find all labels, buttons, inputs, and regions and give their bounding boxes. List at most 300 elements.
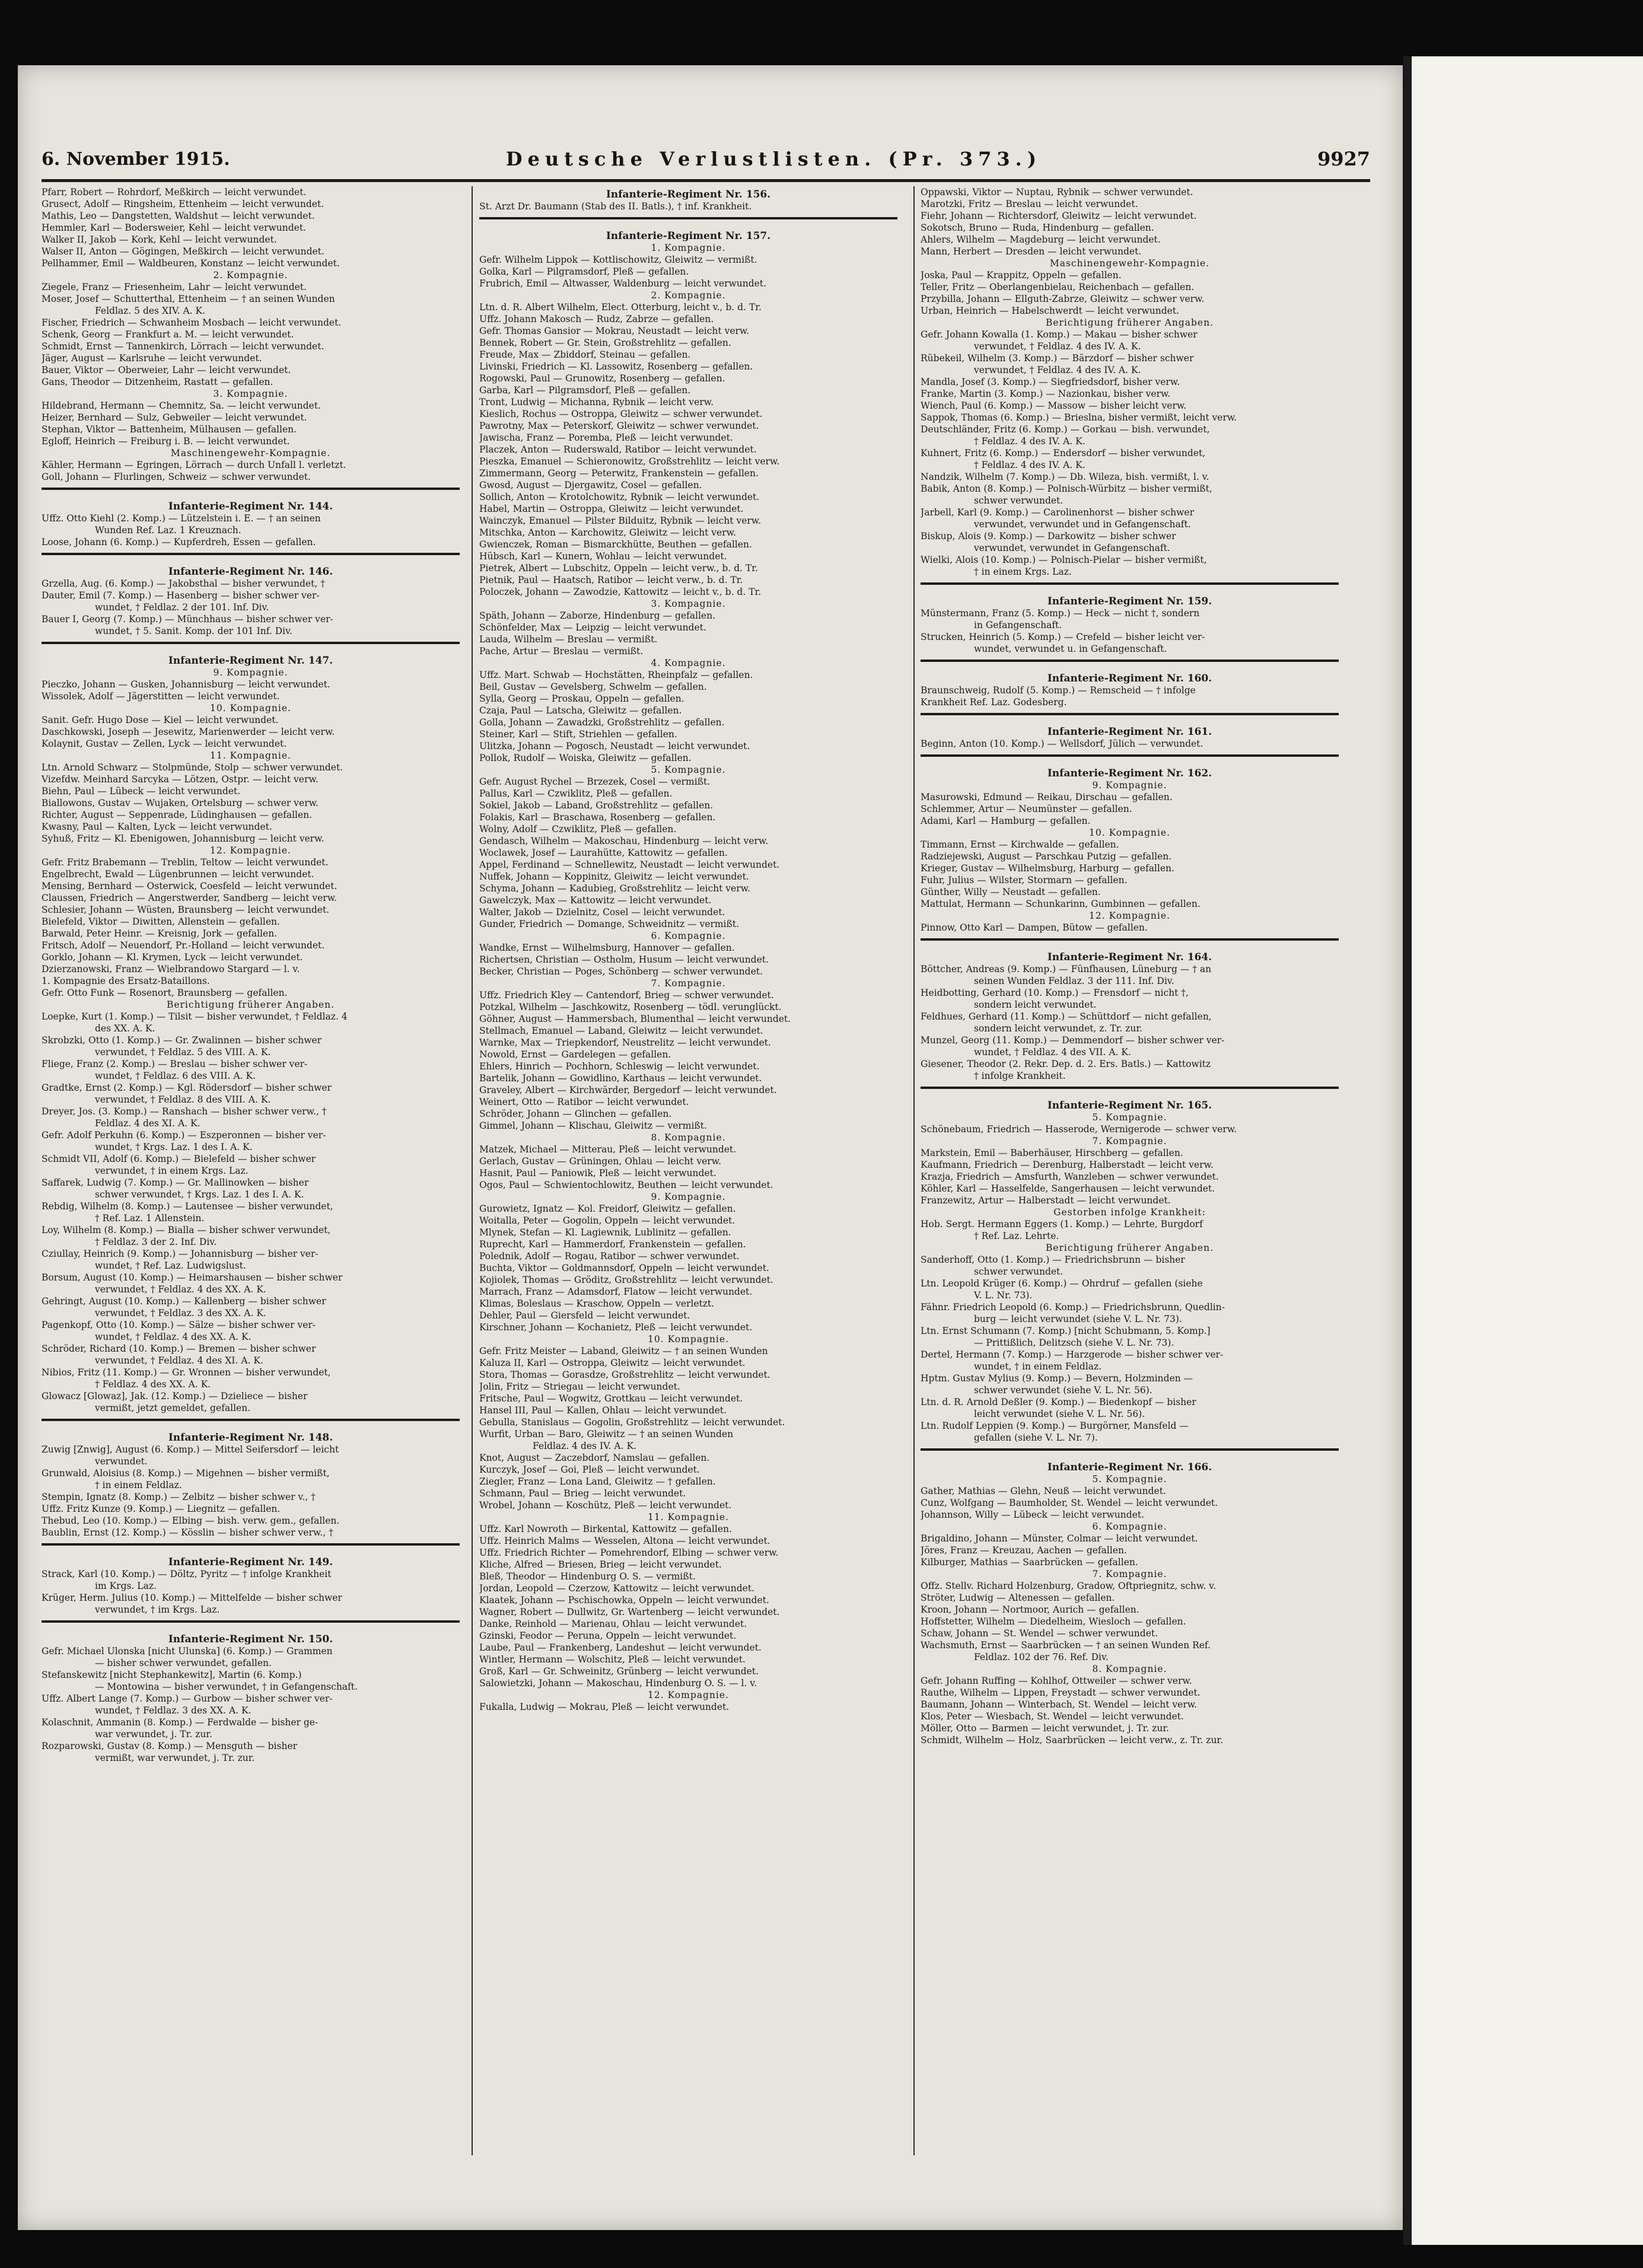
casualty-entry: Matzek, Michael — Mitterau, Pleß — leicht verwundet. xyxy=(479,1144,737,1155)
section-rule xyxy=(921,582,1339,593)
casualty-entry: Klimas, Boleslaus — Kraschow, Oppeln — verletzt. xyxy=(479,1298,715,1309)
company-heading: 7. Kompagnie. xyxy=(651,978,726,989)
company-heading: 4. Kompagnie. xyxy=(651,658,726,668)
entry-continuation: — Montowina — bisher verwundet, † in Gefangenschaft. xyxy=(95,1681,358,1692)
casualty-entry: Kolaynit, Gustav — Zellen, Lyck — leicht verwundet. xyxy=(42,738,287,749)
casualty-entry: Teller, Fritz — Oberlangenbielau, Reichenbach — gefallen. xyxy=(921,282,1195,292)
casualty-entry: Sokiel, Jakob — Laband, Großstrehlitz — gefallen. xyxy=(479,800,714,811)
casualty-entry: Biallowons, Gustav — Wujaken, Ortelsburg — schwer verw. xyxy=(42,798,319,808)
company-heading: 11. Kompagnie. xyxy=(210,750,291,761)
casualty-entry: Klos, Peter — Wiesbach, St. Wendel — leicht verwundet. xyxy=(921,1711,1184,1722)
casualty-entry: Gefr. Otto Funk — Rosenort, Braunsberg — gefallen. xyxy=(42,988,288,998)
casualty-entry: Schröder, Richard (10. Komp.) — Bremen — bisher schwer xyxy=(42,1343,316,1354)
casualty-entry: Fuhr, Julius — Wilster, Stormarn — gefallen. xyxy=(921,875,1128,885)
company-heading: Maschinengewehr-Kompagnie. xyxy=(1049,258,1210,269)
casualty-entry: Livinski, Friedrich — Kl. Lassowitz, Rosenberg — gefallen. xyxy=(479,361,753,372)
casualty-entry: Placzek, Anton — Ruderswald, Ratibor — leicht verwundet. xyxy=(479,444,757,455)
company-heading: Berichtigung früherer Angaben. xyxy=(1045,1243,1214,1253)
entry-continuation: vermißt, jetzt gemeldet, gefallen. xyxy=(95,1403,251,1413)
casualty-entry: Gwienczek, Roman — Bismarckhütte, Beuthen — gefallen. xyxy=(479,539,752,550)
casualty-entry: Salowietzki, Johann — Makoschau, Hindenburg O. S. — l. v. xyxy=(479,1678,757,1689)
casualty-entry: Jäger, August — Karlsruhe — leicht verwundet. xyxy=(42,353,262,364)
entry-continuation: — bisher schwer verwundet, gefallen. xyxy=(95,1658,272,1668)
entry-continuation: leicht verwundet (siehe V. L. Nr. 56). xyxy=(974,1409,1145,1419)
casualty-entry: Markstein, Emil — Baberhäuser, Hirschberg — gefallen. xyxy=(921,1148,1183,1158)
casualty-entry: Lauda, Wilhelm — Breslau — vermißt. xyxy=(479,634,658,645)
casualty-entry: Hoffstetter, Wilhelm — Diedelheim, Wiesloch — gefallen. xyxy=(921,1616,1186,1627)
entry-continuation: Feldlaz. 5 des XIV. A. K. xyxy=(95,305,205,316)
casualty-entry: Hasnit, Paul — Paniowik, Pleß — leicht verwundet. xyxy=(479,1168,717,1178)
company-heading: 8. Kompagnie. xyxy=(1092,1664,1167,1674)
casualty-entry: Ulitzka, Johann — Pogosch, Neustadt — leicht verwundet. xyxy=(479,741,750,751)
casualty-entry: Pinnow, Otto Karl — Dampen, Bütow — gefallen. xyxy=(921,922,1148,933)
casualty-entry: Wandke, Ernst — Wilhelmsburg, Hannover — gefallen. xyxy=(479,942,735,953)
company-heading: 10. Kompagnie. xyxy=(210,703,291,713)
casualty-entry: Sollich, Anton — Krotolchowitz, Rybnik — leicht verwundet. xyxy=(479,492,760,502)
casualty-entry: Nuffek, Johann — Koppinitz, Gleiwitz — leicht verwundet. xyxy=(479,871,749,882)
regiment-heading: Infanterie-Regiment Nr. 157. xyxy=(606,230,771,242)
casualty-entry: Golla, Johann — Zawadzki, Großstrehlitz — gefallen. xyxy=(479,717,725,728)
entry-continuation: † Ref. Laz. 1 Allenstein. xyxy=(95,1213,205,1224)
entry-continuation: wundet, † Feldlaz. 2 der 101. Inf. Div. xyxy=(95,602,269,613)
casualty-entry: Pollok, Rudolf — Woiska, Gleiwitz — gefallen. xyxy=(479,753,692,763)
casualty-entry: Schmann, Paul — Brieg — leicht verwundet. xyxy=(479,1488,686,1499)
casualty-entry: Vizefdw. Meinhard Sarcyka — Lötzen, Ostpr. — leicht verw. xyxy=(42,774,319,785)
section-rule xyxy=(42,1543,460,1554)
casualty-entry: Jöres, Franz — Kreuzau, Aachen — gefallen. xyxy=(921,1545,1127,1556)
company-heading: 12. Kompagnie. xyxy=(210,845,291,856)
casualty-entry: Pagenkopf, Otto (10. Komp.) — Sälze — bisher schwer ver- xyxy=(42,1320,316,1330)
entry-continuation: † in einem Krgs. Laz. xyxy=(974,566,1072,577)
company-heading: 9. Kompagnie. xyxy=(1092,780,1167,791)
casualty-entry: Gurowietz, Ignatz — Kol. Freidorf, Gleiwitz — gefallen. xyxy=(479,1203,736,1214)
casualty-entry: Schyma, Johann — Kadubieg, Großstrehlitz — leicht verw. xyxy=(479,883,750,894)
casualty-entry: Potzkal, Wilhelm — Jaschkowitz, Rosenberg — tödl. verunglückt. xyxy=(479,1002,782,1012)
entry-continuation: sondern leicht verwundet. xyxy=(974,999,1097,1010)
casualty-entry: Dehler, Paul — Giersfeld — leicht verwundet. xyxy=(479,1310,690,1321)
company-heading: 5. Kompagnie. xyxy=(1092,1112,1167,1123)
casualty-entry: Loose, Johann (6. Komp.) — Kupferdreh, Essen — gefallen. xyxy=(42,537,316,547)
casualty-entry: Woitalla, Peter — Gogolin, Oppeln — leicht verwundet. xyxy=(479,1215,735,1226)
casualty-entry: Beginn, Anton (10. Komp.) — Wellsdorf, Jülich — verwundet. xyxy=(921,738,1203,749)
casualty-entry: Buchta, Viktor — Goldmannsdorf, Oppeln — leicht verwundet. xyxy=(479,1263,769,1273)
casualty-entry: Schmidt, Wilhelm — Holz, Saarbrücken — leicht verw., z. Tr. zur. xyxy=(921,1735,1224,1745)
casualty-entry: Beil, Gustav — Gevelsberg, Schwelm — gefallen. xyxy=(479,681,707,692)
entry-continuation: verwundet, † im Krgs. Laz. xyxy=(95,1604,220,1615)
section-rule xyxy=(921,660,1339,670)
casualty-entry: Zuwig [Znwig], August (6. Komp.) — Mittel Seifersdorf — leicht xyxy=(42,1444,339,1455)
casualty-entry: Mattulat, Hermann — Schunkarinn, Gumbinnen — gefallen. xyxy=(921,899,1201,909)
entry-continuation: schwer verwundet. xyxy=(974,495,1064,506)
regiment-heading: Infanterie-Regiment Nr. 162. xyxy=(1047,767,1212,779)
casualty-entry: Wielki, Alois (10. Komp.) — Polnisch-Pielar — bisher vermißt, xyxy=(921,555,1207,565)
casualty-entry: Rauthe, Wilhelm — Lippen, Freystadt — schwer verwundet. xyxy=(921,1687,1201,1698)
casualty-entry: Brigaldino, Johann — Münster, Colmar — leicht verwundet. xyxy=(921,1533,1198,1544)
section-rule xyxy=(921,1087,1339,1097)
header-rule xyxy=(42,179,1370,182)
regiment-heading: Infanterie-Regiment Nr. 149. xyxy=(168,1556,333,1568)
entry-continuation: † Feldlaz. 4 des IV. A. K. xyxy=(974,436,1085,447)
casualty-entry: Uffz. Mart. Schwab — Hochstätten, Rheinpfalz — gefallen. xyxy=(479,670,753,680)
casualty-entry: Offz. Stellv. Richard Holzenburg, Gradow, Oftpriegnitz, schw. v. xyxy=(921,1581,1217,1591)
company-heading: 5. Kompagnie. xyxy=(1092,1474,1167,1485)
casualty-entry: Göhner, August — Hammersbach, Blumenthal — leicht verwundet. xyxy=(479,1014,791,1024)
casualty-entry: Mensing, Bernhard — Osterwick, Coesfeld — leicht verwundet. xyxy=(42,881,337,891)
casualty-entry: Rübekeil, Wilhelm (3. Komp.) — Bärzdorf — bisher schwer xyxy=(921,353,1194,364)
entry-continuation: schwer verwundet (siehe V. L. Nr. 56). xyxy=(974,1385,1152,1396)
casualty-entry: Krüger, Herm. Julius (10. Komp.) — Mittelfelde — bisher schwer xyxy=(42,1592,342,1603)
casualty-entry: Mann, Herbert — Dresden — leicht verwundet. xyxy=(921,246,1142,257)
company-heading: 7. Kompagnie. xyxy=(1092,1569,1167,1579)
casualty-entry: Gzinski, Feodor — Peruna, Oppeln — leicht verwundet. xyxy=(479,1630,737,1641)
casualty-entry: Gendasch, Wilhelm — Makoschau, Hindenburg — leicht verw. xyxy=(479,836,769,846)
casualty-entry: Joska, Paul — Krappitz, Oppeln — gefallen. xyxy=(921,270,1122,281)
regiment-heading: Infanterie-Regiment Nr. 161. xyxy=(1047,726,1212,738)
casualty-entry: Feldhues, Gerhard (11. Komp.) — Schüttdorf — nicht gefallen, xyxy=(921,1011,1212,1022)
casualty-entry: Schönfelder, Max — Leipzig — leicht verwundet. xyxy=(479,622,706,633)
entry-continuation: verwundet, † Feldlaz. 4 des XX. A. K. xyxy=(95,1284,266,1295)
casualty-entry: Wachsmuth, Ernst — Saarbrücken — † an seinen Wunden Ref. xyxy=(921,1640,1211,1651)
casualty-entry: Gebulla, Stanislaus — Gogolin, Großstrehlitz — leicht verwundet. xyxy=(479,1417,785,1428)
entry-continuation: wundet, † Feldlaz. 4 des XX. A. K. xyxy=(95,1332,251,1342)
section-rule xyxy=(42,1620,460,1631)
casualty-entry: Adami, Karl — Hamburg — gefallen. xyxy=(921,816,1091,826)
entry-continuation: wundet, † 5. Sanit. Komp. der 101 Inf. Div. xyxy=(95,626,292,636)
header-title: Deutsche Verlustlisten. (Pr. 373.) xyxy=(505,148,1042,170)
casualty-entry: Groß, Karl — Gr. Schweinitz, Grünberg — leicht verwundet. xyxy=(479,1666,759,1677)
entry-continuation: wundet, † Feldlaz. 3 des XX. A. K. xyxy=(95,1705,251,1716)
casualty-entry: Ltn. Rudolf Leppien (9. Komp.) — Burgörner, Mansfeld — xyxy=(921,1420,1189,1431)
casualty-entry: Sanit. Gefr. Hugo Dose — Kiel — leicht verwundet. xyxy=(42,715,279,725)
entry-continuation: vermißt, war verwundet, j. Tr. zur. xyxy=(95,1753,255,1763)
section-rule xyxy=(921,754,1339,765)
casualty-entry: Kuhnert, Fritz (6. Komp.) — Endersdorf — bisher verwundet, xyxy=(921,448,1206,458)
casualty-entry: Nibios, Fritz (11. Komp.) — Gr. Wronnen — bisher verwundet, xyxy=(42,1367,331,1378)
casualty-entry: Bauer, Viktor — Oberweier, Lahr — leicht verwundet. xyxy=(42,365,291,375)
casualty-entry: Uffz. Karl Nowroth — Birkental, Kattowitz — gefallen. xyxy=(479,1524,732,1534)
casualty-entry: Ruprecht, Karl — Hammerdorf, Frankenstein — gefallen. xyxy=(479,1239,746,1250)
entry-continuation: verwundet, † Feldlaz. 4 des XI. A. K. xyxy=(95,1355,263,1366)
casualty-entry: Jolin, Fritz — Striegau — leicht verwundet. xyxy=(479,1381,680,1392)
company-heading: 7. Kompagnie. xyxy=(1092,1136,1167,1146)
company-heading: 3. Kompagnie. xyxy=(651,598,726,609)
company-heading: Gestorben infolge Krankheit: xyxy=(1053,1207,1206,1218)
entry-continuation: Feldlaz. 4 des IV. A. K. xyxy=(533,1441,636,1451)
casualty-entry: Fritsche, Paul — Wogwitz, Grottkau — leicht verwundet. xyxy=(479,1393,743,1404)
casualty-entry: Moser, Josef — Schutterthal, Ettenheim — † an seinen Wunden xyxy=(42,294,335,304)
casualty-entry: Fritsch, Adolf — Neuendorf, Pr.-Holland — leicht verwundet. xyxy=(42,940,325,951)
entry-continuation: schwer verwundet, † Krgs. Laz. 1 des I. A. K. xyxy=(95,1189,304,1200)
casualty-entry: Hübsch, Karl — Kunern, Wohlau — leicht verwundet. xyxy=(479,551,727,562)
casualty-entry: Graveley, Albert — Kirchwärder, Bergedorf — leicht verwundet. xyxy=(479,1085,777,1095)
casualty-entry: Daschkowski, Joseph — Jesewitz, Marienwerder — leicht verw. xyxy=(42,727,335,737)
casualty-entry: Freude, Max — Zbiddorf, Steinau — gefallen. xyxy=(479,349,691,360)
casualty-entry: Pieszka, Emanuel — Schieronowitz, Großstrehlitz — leicht verw. xyxy=(479,456,780,467)
entry-continuation: verwundet, † Feldlaz. 3 des XX. A. K. xyxy=(95,1308,266,1318)
casualty-entry: Kaluza II, Karl — Ostroppa, Gleiwitz — leicht verwundet. xyxy=(479,1358,746,1368)
casualty-entry: Gimmel, Johann — Klischau, Gleiwitz — vermißt. xyxy=(479,1120,707,1131)
casualty-entry: Knot, August — Zaczebdorf, Namslau — gefallen. xyxy=(479,1452,710,1463)
casualty-entry: Kroon, Johann — Nortmoor, Aurich — gefallen. xyxy=(921,1604,1139,1615)
company-heading: 10. Kompagnie. xyxy=(1089,827,1170,838)
casualty-entry: Sylla, Georg — Proskau, Oppeln — gefallen. xyxy=(479,693,684,704)
casualty-entry: Uffz. Friedrich Kley — Cantendorf, Brieg — schwer verwundet. xyxy=(479,990,774,1001)
casualty-entry: Schröder, Johann — Glinchen — gefallen. xyxy=(479,1108,672,1119)
section-rule xyxy=(479,217,897,228)
casualty-entry: Kilburger, Mathias — Saarbrücken — gefallen. xyxy=(921,1557,1138,1568)
casualty-entry: Gawelczyk, Max — Kattowitz — leicht verwundet. xyxy=(479,895,712,906)
casualty-entry: Garba, Karl — Pilgramsdorf, Pleß — gefallen. xyxy=(479,385,691,396)
casualty-entry: Ströter, Ludwig — Altenessen — gefallen. xyxy=(921,1592,1115,1603)
casualty-entry: Grusect, Adolf — Ringsheim, Ettenheim — leicht verwundet. xyxy=(42,199,324,209)
casualty-entry: Walter, Jakob — Dzielnitz, Cosel — leicht verwundet. xyxy=(479,907,725,918)
casualty-entry: Kieslich, Rochus — Ostroppa, Gleiwitz — schwer verwundet. xyxy=(479,409,763,419)
casualty-entry: Späth, Johann — Zaborze, Hindenburg — gefallen. xyxy=(479,610,715,621)
casualty-entry: Barwald, Peter Heinr. — Kreisnig, Jork — gefallen. xyxy=(42,928,278,939)
newspaper-page xyxy=(18,65,1403,2230)
casualty-entry: Uffz. Johann Makosch — Rudz, Zabrze — gefallen. xyxy=(479,314,714,324)
entry-continuation: verwundet, † Feldlaz. 5 des VIII. A. K. xyxy=(95,1047,271,1057)
casualty-entry: Mlynek, Stefan — Kl. Lagiewnik, Lublinitz — gefallen. xyxy=(479,1227,731,1238)
casualty-entry: Köhler, Karl — Hasselfelde, Sangerhausen — leicht verwundet. xyxy=(921,1183,1215,1194)
casualty-entry: Kojiolek, Thomas — Gröditz, Großstrehlitz — leicht verwundet. xyxy=(479,1275,773,1285)
entry-continuation: gefallen (siehe V. L. Nr. 7). xyxy=(974,1432,1098,1443)
casualty-entry: Gefr. Johann Kowalla (1. Komp.) — Makau — bisher schwer xyxy=(921,329,1198,340)
casualty-entry: Mandla, Josef (3. Komp.) — Siegfriedsdorf, bisher verw. xyxy=(921,377,1180,387)
casualty-entry: Gefr. August Rychel — Brzezek, Cosel — vermißt. xyxy=(479,776,711,787)
casualty-entry: Syhuß, Fritz — Kl. Ebenigowen, Johannisburg — leicht verw. xyxy=(42,833,324,844)
casualty-entry: Marotzki, Fritz — Breslau — leicht verwundet. xyxy=(921,199,1138,209)
casualty-entry: Jordan, Leopold — Czerzow, Kattowitz — leicht verwundet. xyxy=(479,1583,754,1594)
casualty-entry: Glowacz [Glowaz], Jak. (12. Komp.) — Dzieliece — bisher xyxy=(42,1391,308,1401)
entry-continuation: schwer verwundet. xyxy=(974,1266,1064,1277)
casualty-entry: Strucken, Heinrich (5. Komp.) — Crefeld — bisher leicht ver- xyxy=(921,632,1205,642)
casualty-entry: Munzel, Georg (11. Komp.) — Demmendorf — bisher schwer ver- xyxy=(921,1035,1225,1046)
casualty-entry: Sokotsch, Bruno — Ruda, Hindenburg — gefallen. xyxy=(921,222,1154,233)
casualty-entry: Wiench, Paul (6. Komp.) — Massow — bisher leicht verw. xyxy=(921,400,1187,411)
casualty-entry: 1. Kompagnie des Ersatz-Bataillons. xyxy=(42,976,210,986)
casualty-entry: Grzella, Aug. (6. Komp.) — Jakobsthal — bisher verwundet, † xyxy=(42,578,325,589)
casualty-entry: Franzewitz, Artur — Halberstadt — leicht verwundet. xyxy=(921,1195,1171,1206)
casualty-entry: Claussen, Friedrich — Angerstwerder, Sandberg — leicht verw. xyxy=(42,893,337,903)
casualty-entry: Hemmler, Karl — Bodersweier, Kehl — leicht verwundet. xyxy=(42,222,306,233)
regiment-heading: Infanterie-Regiment Nr. 159. xyxy=(1047,595,1212,607)
entry-continuation: † in einem Feldlaz. xyxy=(95,1480,182,1490)
regiment-heading: Infanterie-Regiment Nr. 160. xyxy=(1047,673,1212,684)
section-rule xyxy=(42,488,460,498)
casualty-entry: Krankheit Ref. Laz. Godesberg. xyxy=(921,697,1067,708)
casualty-entry: Günther, Willy — Neustadt — gefallen. xyxy=(921,887,1101,897)
casualty-entry: Danke, Reinhold — Marienau, Ohlau — leicht verwundet. xyxy=(479,1619,747,1629)
entry-continuation: Wunden Ref. Laz. 1 Kreuznach. xyxy=(95,525,241,536)
casualty-entry: Baumann, Johann — Winterbach, St. Wendel — leicht verw. xyxy=(921,1699,1198,1710)
entry-continuation: verwundet, † Feldlaz. 4 des IV. A. K. xyxy=(974,341,1141,352)
casualty-entry: Zimmermann, Georg — Peterwitz, Frankenstein — gefallen. xyxy=(479,468,759,479)
entry-continuation: des XX. A. K. xyxy=(95,1023,155,1034)
company-heading: Berichtigung früherer Angaben. xyxy=(1045,317,1214,328)
casualty-entry: Bennek, Robert — Gr. Stein, Großstrehlitz — gefallen. xyxy=(479,337,731,348)
casualty-entry: Marrach, Franz — Adamsdorf, Flatow — leicht verwundet. xyxy=(479,1286,753,1297)
casualty-entry: Przybilla, Johann — Ellguth-Zabrze, Gleiwitz — schwer verw. xyxy=(921,294,1205,304)
company-heading: 3. Kompagnie. xyxy=(213,388,288,399)
casualty-entry: Richertsen, Christian — Ostholm, Husum — leicht verwundet. xyxy=(479,954,769,965)
casualty-entry: Frubrich, Emil — Altwasser, Waldenburg — leicht verwundet. xyxy=(479,278,766,289)
casualty-entry: Hob. Sergt. Hermann Eggers (1. Komp.) — Lehrte, Burgdorf xyxy=(921,1219,1203,1229)
casualty-entry: Uffz. Albert Lange (7. Komp.) — Gurbow — bisher schwer ver- xyxy=(42,1693,333,1704)
casualty-entry: Kähler, Hermann — Egringen, Lörrach — durch Unfall l. verletzt. xyxy=(42,460,346,470)
casualty-entry: Heizer, Bernhard — Sulz, Gebweiler — leicht verwundet. xyxy=(42,412,307,423)
casualty-entry: Stephan, Viktor — Battenheim, Mülhausen — gefallen. xyxy=(42,424,297,435)
casualty-entry: Stellmach, Emanuel — Laband, Gleiwitz — leicht verwundet. xyxy=(479,1025,763,1036)
casualty-entry: Schmidt VII, Adolf (6. Komp.) — Bielefeld — bisher schwer xyxy=(42,1154,316,1164)
casualty-entry: Walser II, Anton — Gögingen, Meßkirch — leicht verwundet. xyxy=(42,246,324,257)
casualty-entry: Schönebaum, Friedrich — Hasserode, Wernigerode — schwer verw. xyxy=(921,1124,1237,1135)
casualty-entry: Egloff, Heinrich — Freiburg i. B. — leicht verwundet. xyxy=(42,436,290,447)
casualty-entry: Rebdig, Wilhelm (8. Komp.) — Lautensee — bisher verwundet, xyxy=(42,1201,333,1212)
entry-continuation: verwundet, verwundet in Gefangenschaft. xyxy=(974,543,1170,553)
casualty-entry: Urban, Heinrich — Habelschwerdt — leicht verwundet. xyxy=(921,305,1179,316)
section-rule xyxy=(42,642,460,652)
section-rule xyxy=(42,1419,460,1429)
casualty-entry: Jarbell, Karl (9. Komp.) — Carolinenhorst — bisher schwer xyxy=(921,507,1194,518)
entry-continuation: † Feldlaz. 4 des IV. A. K. xyxy=(974,460,1085,470)
casualty-entry: Skrobzki, Otto (1. Komp.) — Gr. Zwalinnen — bisher schwer xyxy=(42,1035,322,1046)
entry-continuation: wundet, † Ref. Laz. Ludwigslust. xyxy=(95,1260,246,1271)
casualty-entry: Ltn. Arnold Schwarz — Stolpmünde, Stolp — schwer verwundet. xyxy=(42,762,343,773)
entry-continuation: † infolge Krankheit. xyxy=(974,1071,1066,1081)
casualty-entry: Polednik, Adolf — Rogau, Ratibor — schwer verwundet. xyxy=(479,1251,740,1262)
casualty-entry: Timmann, Ernst — Kirchwalde — gefallen. xyxy=(921,839,1119,850)
casualty-entry: Hildebrand, Hermann — Chemnitz, Sa. — leicht verwundet. xyxy=(42,400,321,411)
casualty-entry: Biskup, Alois (9. Komp.) — Darkowitz — bisher schwer xyxy=(921,531,1176,541)
company-heading: 10. Kompagnie. xyxy=(648,1334,729,1345)
entry-continuation: verwundet, † Feldlaz. 4 des IV. A. K. xyxy=(974,365,1141,375)
header-page-number: 9927 xyxy=(1317,148,1370,170)
casualty-entry: Hptm. Gustav Mylius (9. Komp.) — Bevern, Holzminden — xyxy=(921,1373,1193,1384)
casualty-entry: Folakis, Karl — Braschawa, Rosenberg — gefallen. xyxy=(479,812,716,823)
column-2 xyxy=(479,186,897,2161)
casualty-entry: Baublin, Ernst (12. Komp.) — Kösslin — bisher schwer verw., † xyxy=(42,1527,333,1538)
casualty-entry: Ogos, Paul — Schwientochlowitz, Beuthen — leicht verwundet. xyxy=(479,1180,773,1190)
casualty-entry: Gefr. Michael Ulonska [nicht Ulunska] (6. Komp.) — Grammen xyxy=(42,1646,333,1657)
casualty-entry: Loy, Wilhelm (8. Komp.) — Bialla — bisher schwer verwundet, xyxy=(42,1225,331,1235)
casualty-entry: Ltn. d. R. Arnold Deßler (9. Komp.) — Biedenkopf — bisher xyxy=(921,1397,1196,1407)
casualty-entry: Ltn. d. R. Albert Wilhelm, Elect. Otterburg, leicht v., b. d. Tr. xyxy=(479,302,762,313)
casualty-entry: Kwasny, Paul — Kalten, Lyck — leicht verwundet. xyxy=(42,821,272,832)
casualty-entry: Fischer, Friedrich — Schwanheim Mosbach — leicht verwundet. xyxy=(42,317,342,328)
casualty-entry: Fukalla, Ludwig — Mokrau, Pleß — leicht verwundet. xyxy=(479,1702,730,1712)
casualty-entry: Gans, Theodor — Ditzenheim, Rastatt — gefallen. xyxy=(42,377,273,387)
entry-continuation: burg — leicht verwundet (siehe V. L. Nr. 73). xyxy=(974,1314,1182,1324)
company-heading: 12. Kompagnie. xyxy=(648,1690,729,1700)
company-heading: 6. Kompagnie. xyxy=(651,931,726,941)
casualty-entry: Dertel, Hermann (7. Komp.) — Harzgerode — bisher schwer ver- xyxy=(921,1349,1224,1360)
casualty-entry: Tront, Ludwig — Michanna, Rybnik — leicht verw. xyxy=(479,397,714,407)
casualty-entry: Gerlach, Gustav — Grüningen, Ohlau — leicht verw. xyxy=(479,1156,722,1167)
casualty-entry: Schaw, Johann — St. Wendel — schwer verwundet. xyxy=(921,1628,1158,1639)
company-heading: 5. Kompagnie. xyxy=(651,765,726,775)
regiment-heading: Infanterie-Regiment Nr. 166. xyxy=(1047,1461,1212,1473)
casualty-entry: Goll, Johann — Flurlingen, Schweiz — schwer verwundet. xyxy=(42,472,311,482)
casualty-entry: Stora, Thomas — Gorasdze, Großstrehlitz — leicht verwundet. xyxy=(479,1369,770,1380)
casualty-entry: Deutschländer, Fritz (6. Komp.) — Gorkau — bish. verwundet, xyxy=(921,424,1210,435)
entry-continuation: Feldlaz. 4 des XI. A. K. xyxy=(95,1118,200,1129)
casualty-entry: Ltn. Ernst Schumann (7. Komp.) [nicht Schubmann, 5. Komp.] xyxy=(921,1326,1211,1336)
section-rule xyxy=(42,553,460,563)
entry-continuation: wundet, † in einem Feldlaz. xyxy=(974,1361,1102,1372)
casualty-entry: Schenk, Georg — Frankfurt a. M. — leicht verwundet. xyxy=(42,329,294,340)
casualty-entry: Babik, Anton (8. Komp.) — Polnisch-Würbitz — bisher vermißt, xyxy=(921,483,1212,494)
casualty-entry: Franke, Martin (3. Komp.) — Nazionkau, bisher verw. xyxy=(921,388,1171,399)
next-page-edge xyxy=(1412,56,1643,2245)
casualty-entry: Walker II, Jakob — Kork, Kehl — leicht verwundet. xyxy=(42,234,277,245)
page-header xyxy=(42,141,1370,177)
casualty-entry: Wolny, Adolf — Czwiklitz, Pleß — gefallen. xyxy=(479,824,677,834)
company-heading: 11. Kompagnie. xyxy=(648,1512,729,1522)
casualty-entry: Gefr. Johann Ruffing — Kohlhof, Ottweiler — schwer verw. xyxy=(921,1675,1192,1686)
regiment-heading: Infanterie-Regiment Nr. 148. xyxy=(168,1432,333,1444)
company-heading: 6. Kompagnie. xyxy=(1092,1521,1167,1532)
casualty-entry: Ltn. Leopold Krüger (6. Komp.) — Ohrdruf — gefallen (siehe xyxy=(921,1278,1203,1289)
regiment-heading: Infanterie-Regiment Nr. 146. xyxy=(168,566,333,578)
casualty-entry: Weinert, Otto — Ratibor — leicht verwundet. xyxy=(479,1097,689,1107)
entry-continuation: V. L. Nr. 73). xyxy=(974,1290,1033,1301)
casualty-entry: Pellhammer, Emil — Waldbeuren, Konstanz — leicht verwundet. xyxy=(42,258,340,269)
casualty-entry: Kolaschnit, Ammanin (8. Komp.) — Ferdwalde — bisher ge- xyxy=(42,1717,319,1728)
casualty-entry: Golka, Karl — Pilgramsdorf, Pleß — gefallen. xyxy=(479,266,689,277)
casualty-entry: Engelbrecht, Ewald — Lügenbrunnen — leicht verwundet. xyxy=(42,869,314,880)
casualty-entry: Rogowski, Paul — Grunowitz, Rosenberg — gefallen. xyxy=(479,373,725,384)
company-heading: 8. Kompagnie. xyxy=(651,1132,726,1143)
scan-border-right xyxy=(1403,56,1412,2245)
casualty-entry: Schmidt, Ernst — Tannenkirch, Lörrach — leicht verwundet. xyxy=(42,341,324,352)
casualty-entry: Wainczyk, Emanuel — Pilster Bilduitz, Rybnik — leicht verw. xyxy=(479,515,762,526)
casualty-entry: Mathis, Leo — Dangstetten, Waldshut — leicht verwundet. xyxy=(42,211,315,221)
entry-continuation: — Prittißlich, Delitzsch (siehe V. L. Nr. 73). xyxy=(974,1337,1174,1348)
casualty-entry: Wissolek, Adolf — Jägerstitten — leicht verwundet. xyxy=(42,691,280,702)
casualty-entry: Gorklo, Johann — Kl. Krymen, Lyck — leicht verwundet. xyxy=(42,952,303,963)
casualty-entry: Jawischa, Franz — Poremba, Pleß — leicht verwundet. xyxy=(479,432,733,443)
casualty-entry: Rozparowski, Gustav (8. Komp.) — Mensguth — bisher xyxy=(42,1741,298,1751)
casualty-entry: Ehlers, Hinrich — Pochhorn, Schleswig — leicht verwundet. xyxy=(479,1061,760,1072)
casualty-entry: Fiehr, Johann — Richtersdorf, Gleiwitz — leicht verwundet. xyxy=(921,211,1197,221)
entry-continuation: Feldlaz. 102 der 76. Ref. Div. xyxy=(974,1652,1109,1662)
casualty-entry: Ahlers, Wilhelm — Magdeburg — leicht verwundet. xyxy=(921,234,1161,245)
casualty-entry: Uffz. Heinrich Malms — Wesselen, Altona — leicht verwundet. xyxy=(479,1536,770,1546)
casualty-entry: Giesener, Theodor (2. Rekr. Dep. d. 2. Ers. Batls.) — Kattowitz xyxy=(921,1059,1211,1069)
casualty-entry: Strack, Karl (10. Komp.) — Döltz, Pyritz — † infolge Krankheit xyxy=(42,1569,332,1579)
regiment-heading: Infanterie-Regiment Nr. 165. xyxy=(1047,1100,1212,1111)
casualty-entry: Gunder, Friedrich — Domange, Schweidnitz — vermißt. xyxy=(479,919,740,929)
casualty-entry: Kliche, Alfred — Briesen, Brieg — leicht verwundet. xyxy=(479,1559,722,1570)
casualty-entry: Gwosd, August — Djergawitz, Cosel — gefallen. xyxy=(479,480,702,490)
entry-continuation: verwundet, † Feldlaz. 8 des VIII. A. K. xyxy=(95,1094,271,1105)
casualty-entry: Borsum, August (10. Komp.) — Heimarshausen — bisher schwer xyxy=(42,1272,343,1283)
casualty-entry: Richter, August — Seppenrade, Lüdinghausen — gefallen. xyxy=(42,810,313,820)
casualty-entry: Johannson, Willy — Lübeck — leicht verwundet. xyxy=(921,1509,1145,1520)
casualty-entry: Thebud, Leo (10. Komp.) — Elbing — bish. verw. gem., gefallen. xyxy=(42,1515,340,1526)
casualty-entry: Wagner, Robert — Dullwitz, Gr. Wartenberg — leicht verwundet. xyxy=(479,1607,780,1617)
casualty-entry: Kaufmann, Friedrich — Derenburg, Halberstadt — leicht verw. xyxy=(921,1160,1214,1170)
casualty-entry: St. Arzt Dr. Baumann (Stab des II. Batls.), † inf. Krankheit. xyxy=(479,201,752,212)
entry-continuation: † Feldlaz. 4 des XX. A. K. xyxy=(95,1379,211,1390)
casualty-entry: Gefr. Fritz Brabemann — Treblin, Teltow — leicht verwundet. xyxy=(42,857,329,868)
entry-continuation: wundet, † Feldlaz. 6 des VIII. A. K. xyxy=(95,1071,256,1081)
casualty-entry: Fähnr. Friedrich Leopold (6. Komp.) — Friedrichsbrunn, Quedlin- xyxy=(921,1302,1225,1313)
entry-continuation: seinen Wunden Feldlaz. 3 der 111. Inf. Div. xyxy=(974,976,1174,986)
company-heading: 1. Kompagnie. xyxy=(651,243,726,253)
regiment-heading: Infanterie-Regiment Nr. 144. xyxy=(168,501,333,512)
